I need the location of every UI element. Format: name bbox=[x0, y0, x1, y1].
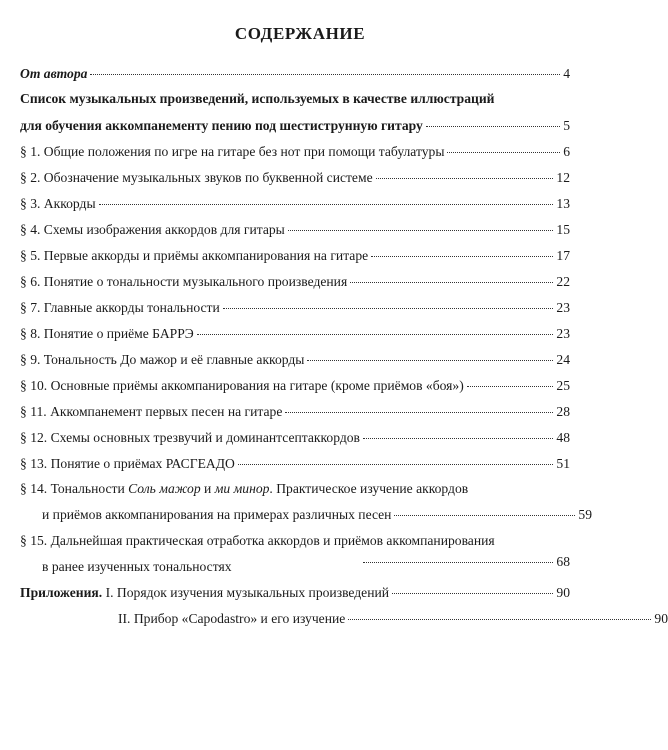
toc-entry-s15[interactable] bbox=[20, 533, 570, 549]
toc-label: § 4. Схемы изображения аккордов для гитары bbox=[20, 222, 285, 237]
toc-page-number: 48 bbox=[556, 430, 570, 445]
dot-leader bbox=[348, 619, 651, 620]
dot-leader bbox=[197, 334, 554, 335]
dot-leader bbox=[392, 593, 553, 594]
page-title: СОДЕРЖАНИЕ bbox=[234, 24, 366, 43]
toc-page-number: 28 bbox=[556, 404, 570, 419]
dot-leader bbox=[363, 438, 553, 439]
toc-label-suffix: . Практическое изучение аккордов bbox=[269, 481, 469, 496]
toc-page-number: 23 bbox=[556, 300, 570, 315]
key-name: Соль мажор bbox=[128, 481, 201, 496]
toc-label-line1 bbox=[20, 481, 570, 497]
toc-entry-music-list-cont[interactable] bbox=[20, 118, 570, 134]
toc-entry-s4[interactable] bbox=[20, 222, 570, 238]
key-name: ми минор bbox=[214, 481, 270, 496]
toc-label: § 11. Аккомпанемент первых песен на гитаре bbox=[20, 404, 283, 419]
dot-leader bbox=[307, 360, 553, 361]
dot-leader bbox=[99, 204, 554, 205]
toc-entry-s6[interactable] bbox=[20, 274, 570, 290]
toc-entry-appendix-1[interactable] bbox=[20, 585, 570, 601]
dot-leader bbox=[371, 256, 553, 257]
dot-leader bbox=[376, 178, 554, 179]
dot-leader bbox=[288, 230, 554, 231]
toc-entry-s2[interactable] bbox=[20, 170, 570, 186]
toc-page-number: 68 bbox=[556, 554, 570, 569]
toc-page-number: 23 bbox=[556, 326, 570, 341]
toc-page-number: 17 bbox=[556, 248, 570, 263]
toc-page-number: 6 bbox=[563, 144, 570, 159]
toc-label: § 10. Основные приёмы аккомпанирования на гитаре (кроме приёмов «боя») bbox=[20, 378, 464, 393]
toc-entry-s14-cont[interactable] bbox=[20, 507, 592, 523]
appendix-heading: Приложения. bbox=[20, 585, 103, 600]
toc-entry-s5[interactable] bbox=[20, 248, 570, 264]
toc-entry-s3[interactable] bbox=[20, 196, 570, 212]
toc-page-number: 90 bbox=[556, 585, 570, 600]
toc-label: § 9. Тональность До мажор и её главные аккорды bbox=[20, 352, 305, 367]
toc-page-number: 5 bbox=[563, 118, 570, 133]
toc-label: § 2. Обозначение музыкальных звуков по буквенной системе bbox=[20, 170, 373, 185]
toc-label: § 1. Общие положения по игре на гитаре без нот при помощи табулатуры bbox=[20, 144, 445, 159]
toc-label: § 5. Первые аккорды и приёмы аккомпанирования на гитаре bbox=[20, 248, 369, 263]
toc-entry-s14[interactable] bbox=[20, 481, 570, 497]
toc-page-number: 15 bbox=[556, 222, 570, 237]
dot-leader bbox=[285, 412, 553, 413]
toc-label-line1: § 15. Дальнейшая практическая отработка аккордов и приёмов аккомпанирования bbox=[20, 533, 495, 548]
toc-page-number: 4 bbox=[563, 66, 570, 81]
toc-entry-s15-page[interactable] bbox=[360, 554, 570, 570]
toc-label: II. Прибор «Capodastro» и его изучение bbox=[118, 611, 346, 626]
toc-label-line1: Список музыкальных произведений, используемых в качестве иллюстраций bbox=[20, 91, 495, 106]
dot-leader bbox=[363, 562, 553, 563]
toc-page-number: 25 bbox=[556, 378, 570, 393]
toc-page-number: 24 bbox=[556, 352, 570, 367]
dot-leader bbox=[350, 282, 553, 283]
toc-entry-s10[interactable] bbox=[20, 378, 570, 394]
toc-label: § 13. Понятие о приёмах РАСГЕАДО bbox=[20, 456, 235, 471]
toc-label-line2: для обучения аккомпанементу пению под шестиструнную гитару bbox=[20, 118, 423, 133]
toc-entry-s8[interactable] bbox=[20, 326, 570, 342]
toc-entry-s1[interactable] bbox=[20, 144, 570, 160]
toc-page-number: 90 bbox=[654, 611, 668, 626]
toc-entry-s12[interactable] bbox=[20, 430, 570, 446]
toc-page-number: 51 bbox=[556, 456, 570, 471]
toc-entry-music-list[interactable] bbox=[20, 91, 570, 107]
toc-label: § 6. Понятие о тональности музыкального произведения bbox=[20, 274, 348, 289]
toc-label: § 3. Аккорды bbox=[20, 196, 96, 211]
toc-page-number: 22 bbox=[556, 274, 570, 289]
dot-leader bbox=[426, 126, 560, 127]
toc-entry-s9[interactable] bbox=[20, 352, 570, 368]
dot-leader bbox=[238, 464, 554, 465]
toc-label-line2: в ранее изученных тональностях bbox=[42, 559, 232, 574]
toc-entry-author[interactable] bbox=[20, 66, 570, 82]
toc-entry-s13[interactable] bbox=[20, 456, 570, 472]
dot-leader bbox=[447, 152, 560, 153]
toc-entry-s7[interactable] bbox=[20, 300, 570, 316]
toc-page-number: 59 bbox=[578, 507, 592, 522]
appendix-item-label: I. Порядок изучения музыкальных произведений bbox=[102, 585, 390, 600]
toc-label: § 7. Главные аккорды тональности bbox=[20, 300, 220, 315]
dot-leader bbox=[394, 515, 575, 516]
conjunction: и bbox=[200, 481, 215, 496]
dot-leader bbox=[467, 386, 554, 387]
toc-label: От автора bbox=[20, 66, 88, 81]
toc-label-line2: и приёмов аккомпанирования на примерах различных песен bbox=[42, 507, 392, 522]
toc-page-number: 12 bbox=[556, 170, 570, 185]
toc-label bbox=[20, 585, 389, 601]
toc-entry-appendix-2[interactable] bbox=[20, 611, 668, 627]
toc-label: § 12. Схемы основных трезвучий и доминантсептаккордов bbox=[20, 430, 360, 445]
dot-leader bbox=[90, 74, 560, 75]
dot-leader bbox=[223, 308, 554, 309]
toc-label: § 8. Понятие о приёме БАРРЭ bbox=[20, 326, 194, 341]
toc-page-number: 13 bbox=[556, 196, 570, 211]
toc-label-prefix: § 14. Тональности bbox=[20, 481, 129, 496]
toc-entry-s11[interactable] bbox=[20, 404, 570, 420]
